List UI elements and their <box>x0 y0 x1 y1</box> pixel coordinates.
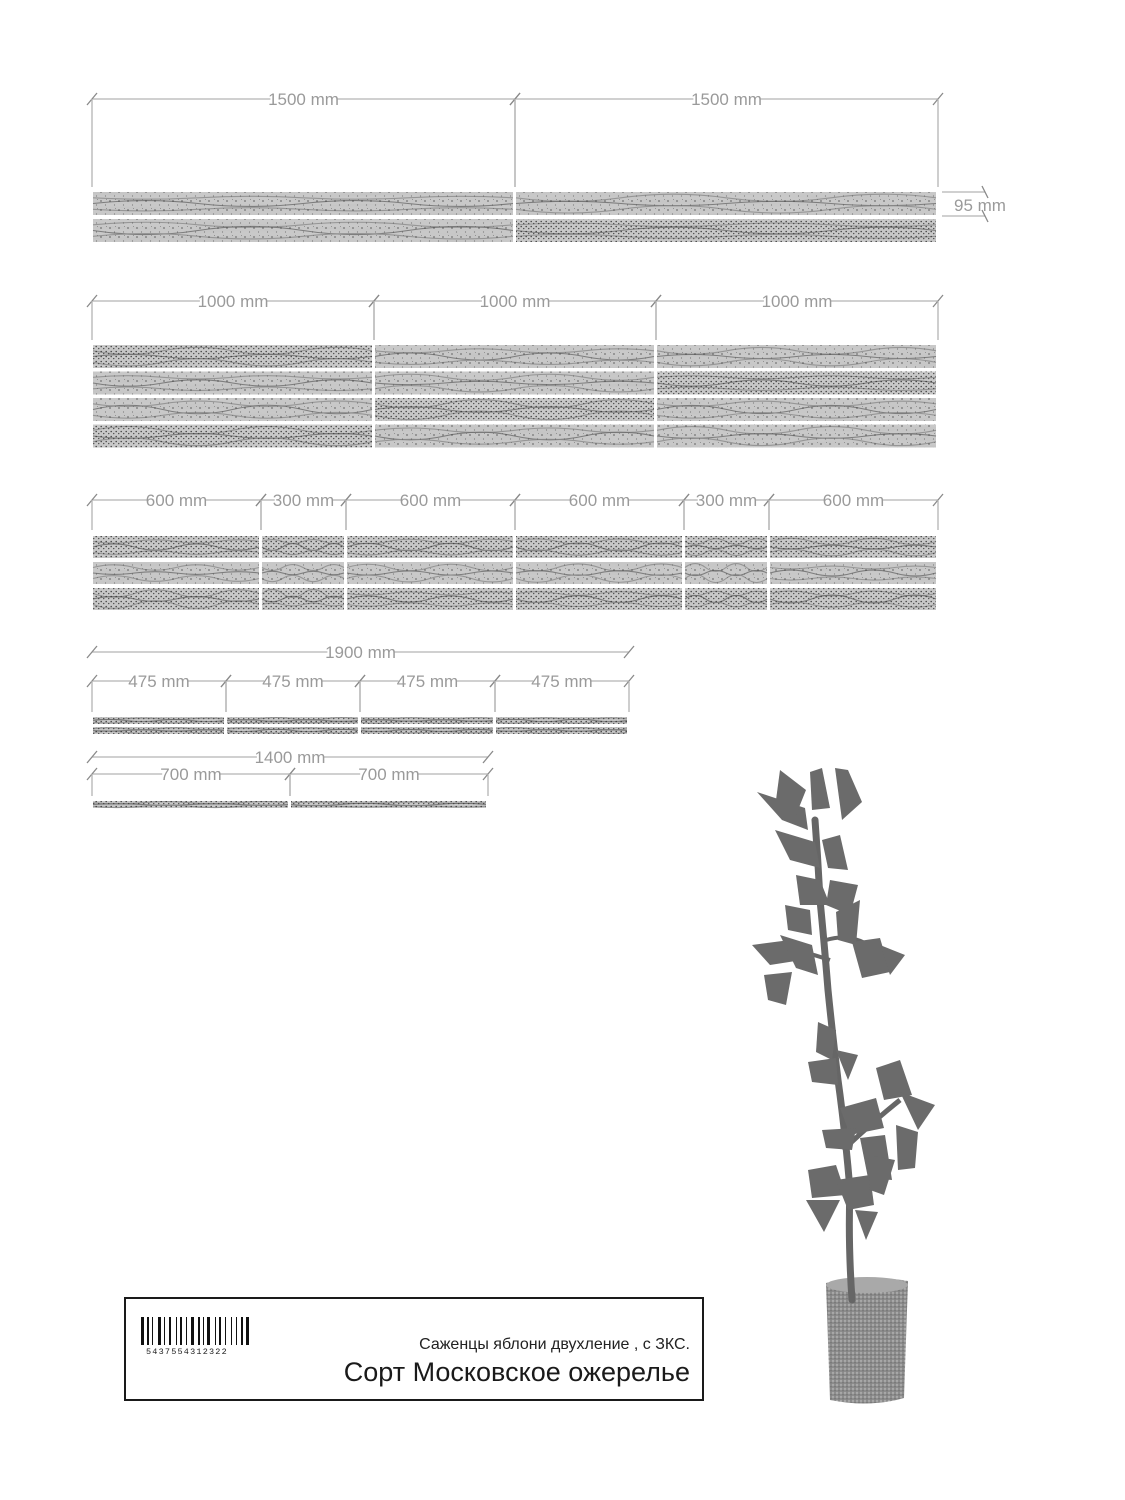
dimension <box>341 491 520 530</box>
dimension <box>764 491 943 530</box>
plank-speckle <box>93 192 513 215</box>
plank <box>227 717 358 724</box>
barcode-bar <box>231 1317 232 1345</box>
plank-speckle <box>93 219 513 242</box>
barcode-bar <box>152 1317 153 1345</box>
plank <box>685 562 767 584</box>
plank-speckle <box>262 588 344 610</box>
barcode-bar <box>141 1317 144 1345</box>
plank-speckle <box>685 588 767 610</box>
plank-speckle <box>375 372 654 395</box>
plank <box>93 717 224 724</box>
plank-speckle <box>496 717 627 724</box>
plank-speckle <box>93 372 372 395</box>
plank <box>93 801 288 808</box>
plank-speckle <box>770 536 936 558</box>
dimension <box>510 90 943 187</box>
plank <box>496 727 627 734</box>
plank-speckle <box>93 425 372 448</box>
barcode-bar <box>186 1317 187 1345</box>
plank-speckle <box>375 398 654 421</box>
width-dimension <box>942 186 1006 222</box>
dimension-label: 95 mm <box>954 196 1006 215</box>
plank <box>93 588 259 610</box>
plank-speckle <box>93 717 224 724</box>
plank <box>375 345 654 368</box>
dimension <box>87 491 266 530</box>
dimension-label: 600 mm <box>399 491 462 510</box>
plank-speckle <box>227 717 358 724</box>
apple-sapling-icon <box>752 768 935 1404</box>
barcode-bar <box>198 1317 200 1345</box>
plank <box>657 425 936 448</box>
plank <box>291 801 486 808</box>
barcode-number: 5437554312322 <box>146 1347 228 1357</box>
pot-rim <box>826 1277 908 1293</box>
dimension-label: 700 mm <box>160 765 222 784</box>
plank-speckle <box>93 536 259 558</box>
plank-speckle <box>657 372 936 395</box>
plank <box>93 425 372 448</box>
dimension-label: 300 mm <box>272 491 335 510</box>
plank <box>361 717 493 724</box>
plank-speckle <box>93 345 372 368</box>
dimension <box>490 672 634 712</box>
plank-speckle <box>262 536 344 558</box>
dimension <box>221 672 365 712</box>
plank <box>375 372 654 395</box>
barcode-bar <box>180 1317 182 1345</box>
plank-speckle <box>516 219 936 242</box>
plank-speckle <box>93 727 224 734</box>
plank <box>375 398 654 421</box>
plank <box>770 562 936 584</box>
plank <box>375 425 654 448</box>
plank <box>93 727 224 734</box>
plank-speckle <box>375 345 654 368</box>
plank <box>657 345 936 368</box>
barcode-bar <box>215 1317 216 1345</box>
dimension <box>87 765 295 796</box>
plank-speckle <box>685 536 767 558</box>
product-description: Саженцы яблони двухление , с ЗКС. <box>419 1336 690 1353</box>
barcode-icon <box>141 1317 253 1345</box>
plank-speckle <box>93 801 288 808</box>
dimension-label: 300 mm <box>695 491 758 510</box>
dimension <box>679 491 774 530</box>
plank-speckle <box>347 562 513 584</box>
plank-speckle <box>291 801 486 808</box>
product-label <box>124 1297 704 1401</box>
dimension-label: 600 mm <box>822 491 885 510</box>
plank <box>93 345 372 368</box>
dimension-label: 1900 mm <box>325 643 396 662</box>
dimension <box>87 292 379 340</box>
plank <box>657 372 936 395</box>
dimension-label: 600 mm <box>568 491 631 510</box>
barcode-bar <box>176 1317 177 1345</box>
plank <box>516 588 682 610</box>
plank-speckle <box>361 717 493 724</box>
plank-speckle <box>770 588 936 610</box>
plank <box>516 536 682 558</box>
plank-speckle <box>516 192 936 215</box>
barcode-bar <box>246 1317 249 1345</box>
plank <box>93 192 513 215</box>
plank-speckle <box>685 562 767 584</box>
dimension-label: 1000 mm <box>479 292 551 311</box>
plank-speckle <box>516 588 682 610</box>
barcode-bar <box>158 1317 161 1345</box>
plank-speckle <box>516 562 682 584</box>
plank-speckle <box>375 425 654 448</box>
plank <box>93 562 259 584</box>
plank-speckle <box>657 425 936 448</box>
barcode-bar <box>207 1317 210 1345</box>
plank-speckle <box>93 588 259 610</box>
plank <box>516 192 936 215</box>
dimension-label: 1000 mm <box>761 292 833 311</box>
dimension-label: 1500 mm <box>691 90 762 109</box>
plank <box>347 536 513 558</box>
plank-speckle <box>93 562 259 584</box>
barcode-bar <box>225 1317 226 1345</box>
dimension <box>87 748 493 767</box>
dimension <box>651 292 943 340</box>
dimension-label: 1400 mm <box>254 748 326 767</box>
plank <box>770 536 936 558</box>
plank <box>685 588 767 610</box>
dimension-label: 475 mm <box>396 672 459 691</box>
dimension-label: 1000 mm <box>197 292 269 311</box>
dimension-label: 700 mm <box>358 765 420 784</box>
barcode-bar <box>164 1317 165 1345</box>
plank <box>93 372 372 395</box>
dimension <box>355 672 500 712</box>
barcode-bar <box>203 1317 204 1345</box>
plank-speckle <box>657 345 936 368</box>
dimension <box>256 491 351 530</box>
leaf-cluster <box>752 768 935 1240</box>
plank <box>93 398 372 421</box>
plank <box>347 588 513 610</box>
plank-speckle <box>361 727 493 734</box>
plank <box>770 588 936 610</box>
barcode-bar <box>147 1317 149 1345</box>
plank <box>361 727 493 734</box>
dimension <box>285 765 493 796</box>
plank-speckle <box>227 727 358 734</box>
plank-speckle <box>657 398 936 421</box>
dimension <box>87 672 231 712</box>
plank <box>262 588 344 610</box>
barcode-bar <box>219 1317 221 1345</box>
plank <box>657 398 936 421</box>
plank <box>262 562 344 584</box>
plank <box>93 219 513 242</box>
plank <box>262 536 344 558</box>
barcode-bar <box>241 1317 243 1345</box>
dimension-label: 1500 mm <box>268 90 339 109</box>
plank <box>496 717 627 724</box>
dimension-label: 600 mm <box>145 491 208 510</box>
dimension <box>87 90 520 187</box>
plank-speckle <box>496 727 627 734</box>
plank-speckle <box>347 588 513 610</box>
plank <box>516 562 682 584</box>
barcode-bar <box>236 1317 237 1345</box>
plank-speckle <box>262 562 344 584</box>
plank <box>93 536 259 558</box>
plank-speckle <box>93 398 372 421</box>
dimension-label: 475 mm <box>128 672 190 691</box>
dimension <box>510 491 689 530</box>
plank <box>347 562 513 584</box>
pot-shape <box>826 1278 908 1404</box>
plank <box>227 727 358 734</box>
dimension-label: 475 mm <box>531 672 593 691</box>
dimension-label: 475 mm <box>262 672 324 691</box>
plank-speckle <box>516 536 682 558</box>
plank-speckle <box>770 562 936 584</box>
plank <box>685 536 767 558</box>
dimension <box>87 643 634 662</box>
barcode-bar <box>191 1317 194 1345</box>
plank-speckle <box>347 536 513 558</box>
plank <box>516 219 936 242</box>
barcode-bar <box>169 1317 171 1345</box>
dimension <box>369 292 661 340</box>
variety-name: Сорт Московское ожерелье <box>343 1357 690 1387</box>
